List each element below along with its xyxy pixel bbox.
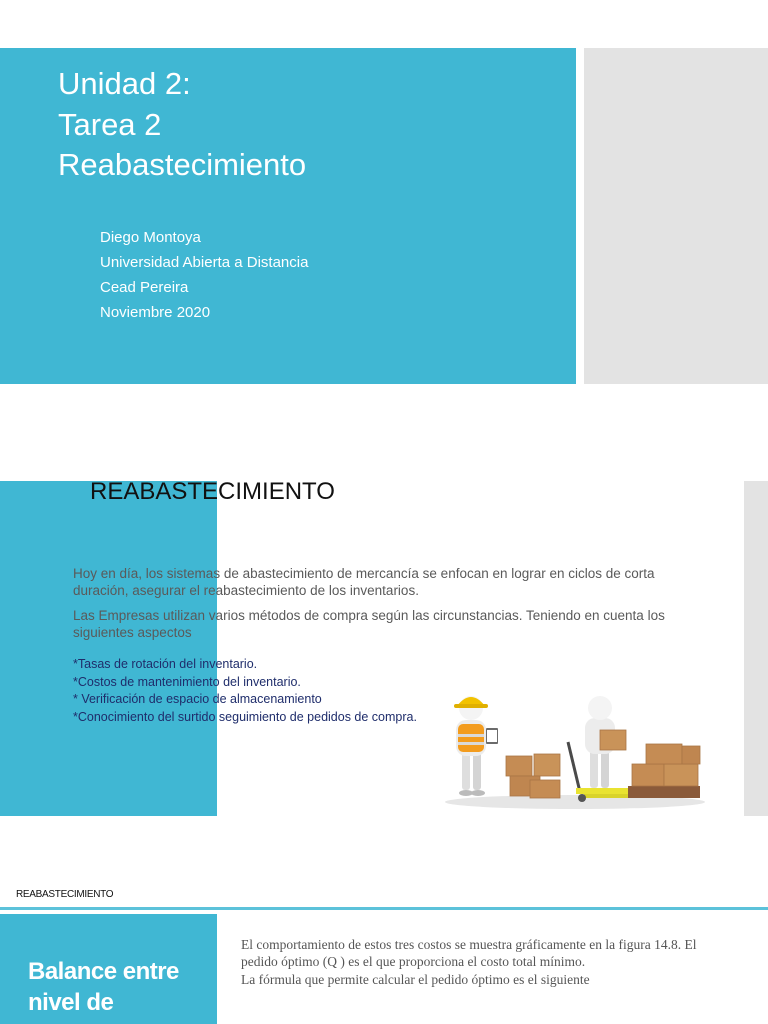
slide2-body xyxy=(73,565,713,649)
slide3-bar-title xyxy=(28,956,179,1018)
cardboard-boxes-icon xyxy=(506,754,560,798)
worker-carrying-box-icon xyxy=(585,696,626,788)
slide3-bar-title-line-1: Balance entre xyxy=(28,958,179,985)
slide3-body-line-1: El comportamiento de estos tres costos se muestra gráficamente en la figura 14.8. El pedido óptimo (Q ) es el que proporciona el costo total mínimo. xyxy=(241,937,697,970)
slide2-side-panel xyxy=(744,481,768,816)
title-line-3: Reabastecimiento xyxy=(58,147,307,182)
slide2-paragraph-2: Las Empresas utilizan varios métodos de compra según las circunstancias. Teniendo en cuenta los siguientes aspectos xyxy=(73,608,665,640)
slide3-body-line-2: La fórmula que permite calcular el pedido óptimo es el siguiente xyxy=(241,971,590,987)
presentation-date: Noviembre 2020 xyxy=(100,304,211,321)
title-slide-info xyxy=(100,225,308,325)
list-item: *Tasas de rotación del inventario. xyxy=(73,657,258,671)
list-item: *Conocimiento del surtido seguimiento de pedidos de compra. xyxy=(73,709,417,724)
list-item: *Costos de mantenimiento del inventario. xyxy=(73,674,301,689)
slide2-bullet-list xyxy=(73,656,417,726)
boxes-on-pallet-icon xyxy=(628,744,700,798)
warehouse-illustration xyxy=(440,680,710,810)
slide3-top-divider xyxy=(0,907,768,910)
title-line-2: Tarea 2 xyxy=(58,106,162,142)
author-name: Diego Montoya xyxy=(100,229,201,246)
title-slide-heading xyxy=(58,64,306,186)
list-item: * Verificación de espacio de almacenamiento xyxy=(73,692,322,706)
slide2-title: REABASTECIMIENTO xyxy=(90,478,335,505)
cead-name: Cead Pereira xyxy=(100,279,189,296)
slide3-body xyxy=(241,936,701,988)
slide3-bar-title-line-2: nivel de xyxy=(28,989,114,1016)
university-name: Universidad Abierta a Distancia xyxy=(100,254,309,271)
slide3-header: REABASTECIMIENTO xyxy=(16,889,114,900)
worker-with-helmet-icon xyxy=(454,696,498,796)
slide2-paragraph-1: Hoy en día, los sistemas de abastecimiento de mercancía se enfocan en lograr en ciclos de corta duración, asegurar el reabastecimiento de los inventarios. xyxy=(73,566,655,598)
title-line-1: Unidad 2: xyxy=(58,66,191,101)
title-slide-side-panel xyxy=(584,48,768,384)
